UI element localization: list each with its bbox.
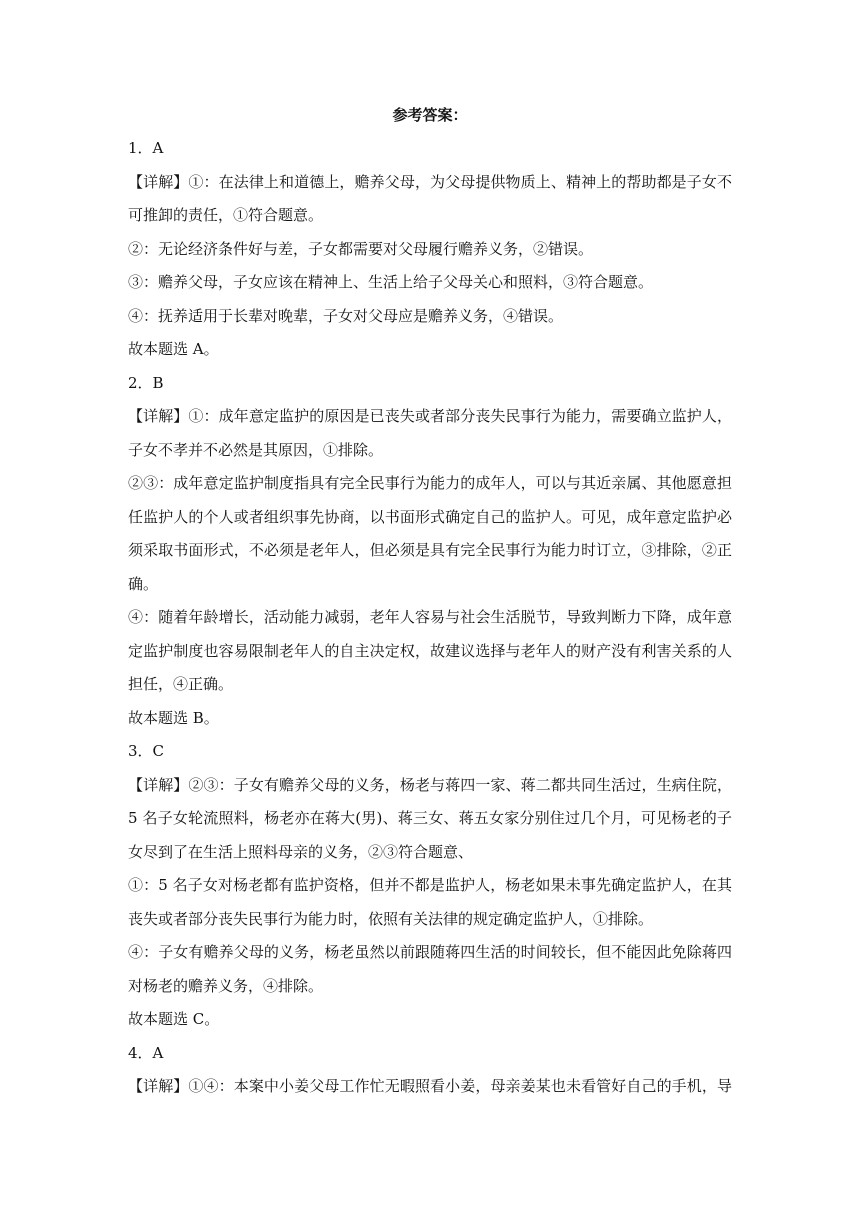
explanation-line: 确。 — [128, 574, 159, 593]
explanation-line: ④：随着年龄增长，活动能力减弱，老年人容易与社会生活脱节，导致判断力下降，成年意 — [128, 608, 732, 626]
explanation-line: ③：赡养父母，子女应该在精神上、生活上给子父母关心和照料，③符合题意。 — [128, 273, 654, 291]
answer-number: 3．C — [128, 742, 165, 760]
explanation-line: 任监护人的个人或者组织事先协商，以书面形式确定自己的监护人。可见，成年意定监护必 — [128, 507, 732, 526]
explanation-line: 须采取书面形式，不必须是老年人，但必须是具有完全民事行为能力时订立，③排除，②正 — [128, 541, 732, 559]
explanation-line: ④：子女有赡养父母的义务，杨老虽然以前跟随蒋四生活的时间较长，但不能因此免除蒋四 — [128, 943, 732, 961]
explanation-line: 定监护制度也容易限制老年人的自主决定权，故建议选择与老年人的财产没有利害关系的人 — [128, 641, 732, 660]
page-title: 参考答案： — [392, 106, 468, 124]
explanation-line: 对杨老的赡养义务，④排除。 — [128, 976, 324, 995]
conclusion-line: 故本题选 B。 — [128, 708, 219, 727]
conclusion-line: 故本题选 A。 — [128, 340, 219, 358]
explanation-line: 【详解】②③：子女有赡养父母的义务，杨老与蒋四一家、蒋二都共同生活过，生病住院， — [128, 775, 732, 794]
explanation-line: ④：抚养适用于长辈对晚辈，子女对父母应是赡养义务，④错误。 — [128, 306, 564, 325]
explanation-line: 丧失或者部分丧失民事行为能力时，依照有关法律的规定确定监护人，①排除。 — [128, 909, 654, 928]
explanation-line: 担任，④正确。 — [128, 675, 234, 693]
explanation-line: 5 名子女轮流照料，杨老亦在蒋大(男)、蒋三女、蒋五女家分别住过几个月，可见杨老的子 — [128, 809, 732, 827]
explanation-line: ②：无论经济条件好与差，子女都需要对父母履行赡养义务，②错误。 — [128, 239, 594, 258]
explanation-line: ①：5 名子女对杨老都有监护资格，但并不都是监护人，杨老如果未事先确定监护人，在其 — [128, 876, 732, 894]
answer-content — [128, 132, 732, 1104]
explanation-line: 【详解】①：成年意定监护的原因是已丧失或者部分丧失民事行为能力，需要确立监护人， — [128, 407, 732, 425]
explanation-line: 【详解】①④：本案中小姜父母工作忙无暇照看小姜，母亲姜某也未看管好自己的手机，导 — [128, 1077, 732, 1095]
explanation-line: 子女不孝并不必然是其原因，①排除。 — [128, 440, 384, 459]
explanation-line: 可推卸的责任，①符合题意。 — [128, 206, 324, 224]
conclusion-line: 故本题选 C。 — [128, 1010, 220, 1028]
explanation-line: 【详解】①：在法律上和道德上，赡养父母，为父母提供物质上、精神上的帮助都是子女不 — [128, 172, 732, 191]
explanation-line: 女尽到了在生活上照料母亲的义务，②③符合题意、 — [128, 842, 474, 861]
answer-number: 1．A — [128, 139, 164, 157]
explanation-line: ②③：成年意定监护制度指具有完全民事行为能力的成年人，可以与其近亲属、其他愿意担 — [128, 474, 732, 492]
answer-number: 2．B — [128, 373, 164, 392]
answer-number: 4．A — [128, 1043, 164, 1062]
